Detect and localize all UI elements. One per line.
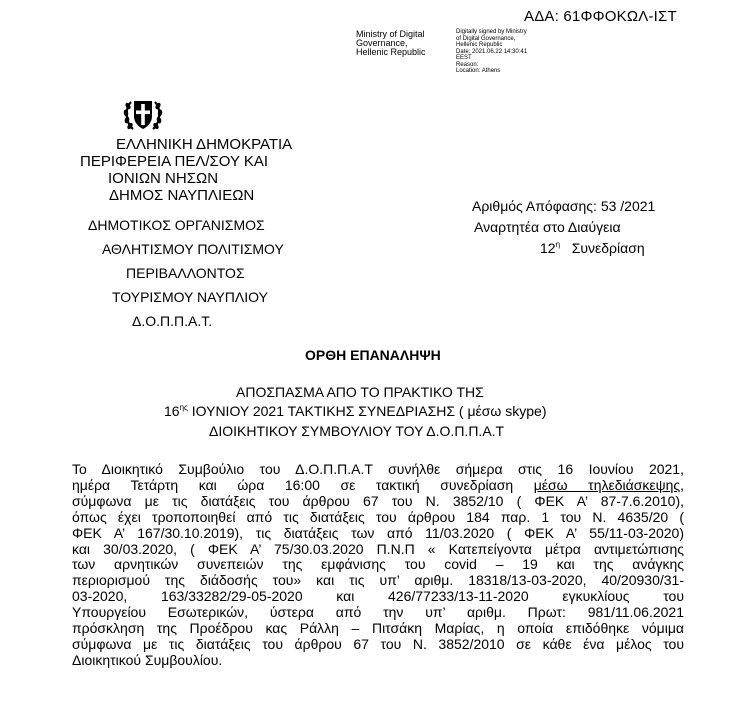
excerpt-session: ΙΟΥΝΙΟΥ 2021 ΤΑΚΤΙΚΗΣ ΣΥΝΕΔΡΙΑΣΗΣ ( μέσω skype) xyxy=(187,403,547,419)
decision-number: Αριθμός Απόφασης: 53 /2021 xyxy=(472,198,656,214)
signature-detail-line: Hellenic Republic xyxy=(456,42,503,48)
excerpt-day-ordinal: ης xyxy=(179,403,188,412)
header-region-cont: ΙΟΝΙΩΝ ΝΗΣΩΝ xyxy=(108,170,219,187)
signature-detail-line: Reason: xyxy=(456,61,479,68)
body-line: των αρνητικών συνεπειών της εμφάνισης του covid – 19 και της ανάγκης xyxy=(72,556,684,573)
signature-detail-line: of Digital Governance, xyxy=(456,35,516,42)
header-region: ΠΕΡΙΦΕΡΕΙΑ ΠΕΛ/ΣΟΥ ΚΑΙ xyxy=(80,153,269,170)
document-title: ΟΡΘΗ ΕΠΑΝΑΛΗΨΗ xyxy=(305,347,441,363)
header-country: ΕΛΛΗΝΙΚΗ ΔΗΜΟΚΡΑΤΙΑ xyxy=(116,136,293,153)
signature-detail-line: Digitally signed by Ministry xyxy=(456,29,527,35)
body-line-text: ημέρα Τετάρτη και ώρα 16:00 σε τακτική συνεδρίαση xyxy=(72,476,534,493)
body-line: Διοικητικού Συμβουλίου. xyxy=(72,651,223,668)
body-line xyxy=(72,478,684,494)
diavgeia-notice: Αναρτητέα στο Διαύγεια xyxy=(474,219,621,235)
signature-details xyxy=(456,29,527,75)
org-line-2: ΑΘΛΗΤΙΣΜΟΥ ΠΟΛΙΤΙΣΜΟΥ xyxy=(102,241,284,257)
session-ordinal: η xyxy=(555,240,561,249)
body-paragraph xyxy=(72,462,684,669)
greek-coat-of-arms-icon xyxy=(121,92,165,136)
org-line-1: ΔΗΜΟΤΙΚΟΣ ΟΡΓΑΝΙΣΜΟΣ xyxy=(88,217,265,233)
excerpt-line-3: ΔΙΟΙΚΗΤΙΚΟΥ ΣΥΜΒΟΥΛΙΟΥ ΤΟΥ Δ.Ο.Π.Π.Α.Τ xyxy=(209,423,505,439)
session-number xyxy=(540,240,645,256)
body-line: όπως έχει τροποποιηθεί από τις διατάξεις του άρθρου 184 παρ. 1 του Ν. 4635/20 ( xyxy=(72,508,684,525)
body-line: ΦΕΚ Α’ 167/30.10.2019), τις διατάξεις των από 11/03.2020 ( ΦΕΚ Α’ 55/11-03-2020) xyxy=(72,524,684,541)
signature-issuer-line: Ministry of Digital xyxy=(356,29,425,39)
teleconference-underlined: μέσω τηλεδιάσκεψης, xyxy=(533,476,684,493)
body-line: πρόσκληση της Προέδρου κας Ράλλη – Πιτσάκη Μαρίας, η οποία επιδόθηκε νόμιμα xyxy=(72,620,684,637)
ada-code: ΑΔΑ: 61ΦΦΟΚΩΛ-ΙΣΤ xyxy=(524,8,677,25)
org-line-3: ΠΕΡΙΒΑΛΛΟΝΤΟΣ xyxy=(126,265,245,281)
session-num: 12 xyxy=(540,240,556,256)
signature-issuer-line: Governance, xyxy=(356,38,408,48)
body-line: και 30/03.2020, ( ΦΕΚ Α’ 75/30.03.2020 Π.Ν.Π « Κατεπείγοντα μέτρα αντιμετώπισης xyxy=(72,540,684,557)
signature-detail-line: Date: 2021.06.22 14:30:41 xyxy=(456,48,528,55)
session-label: Συνεδρίαση xyxy=(571,240,645,256)
header-municipality: ΔΗΜΟΣ ΝΑΥΠΛΙΕΩΝ xyxy=(109,187,255,204)
body-line: σύμφωνα με τις διατάξεις του άρθρου 67 του Ν. 3852/2010 σε κάθε ένα μέλος του xyxy=(72,635,684,652)
body-line: Υπουργείου Εσωτερικών, ύστερα από την υπ’ αριθμ. Πρωτ: 981/11.06.2021 xyxy=(72,604,684,621)
org-line-4: ΤΟΥΡΙΣΜΟΥ ΝΑΥΠΛΙΟΥ xyxy=(112,289,268,305)
excerpt-day: 16 xyxy=(164,403,180,419)
signature-issuer xyxy=(356,30,426,57)
signature-issuer-line: Hellenic Republic xyxy=(356,47,426,57)
signature-detail-line: EEST xyxy=(456,55,472,61)
body-line: Το Διοικητικό Συμβούλιο του Δ.Ο.Π.Π.Α.Τ συνήλθε σήμερα στις 16 Ιουνίου 2021, xyxy=(72,461,684,477)
body-line: περιορισμού της διάδοσής του» και τις υπ’ αριθμ. 18318/13-03-2020, 40/20930/31- xyxy=(72,572,684,589)
signature-detail-line: Location: Athens xyxy=(456,68,501,74)
org-acronym: Δ.Ο.Π.Π.Α.Τ. xyxy=(132,313,213,329)
body-line: σύμφωνα με τις διατάξεις του άρθρου 67 του Ν. 3852/10 ( ΦΕΚ Α’ 87-7.6.2010), xyxy=(72,492,684,509)
excerpt-line-2 xyxy=(164,403,546,419)
body-line: 03-2020, 163/33282/29-05-2020 και 426/77233/13-11-2020 εγκυκλίους του xyxy=(72,588,684,605)
excerpt-line-1: ΑΠΟΣΠΑΣΜΑ ΑΠΟ ΤΟ ΠΡΑΚΤΙΚΟ ΤΗΣ xyxy=(236,384,484,400)
